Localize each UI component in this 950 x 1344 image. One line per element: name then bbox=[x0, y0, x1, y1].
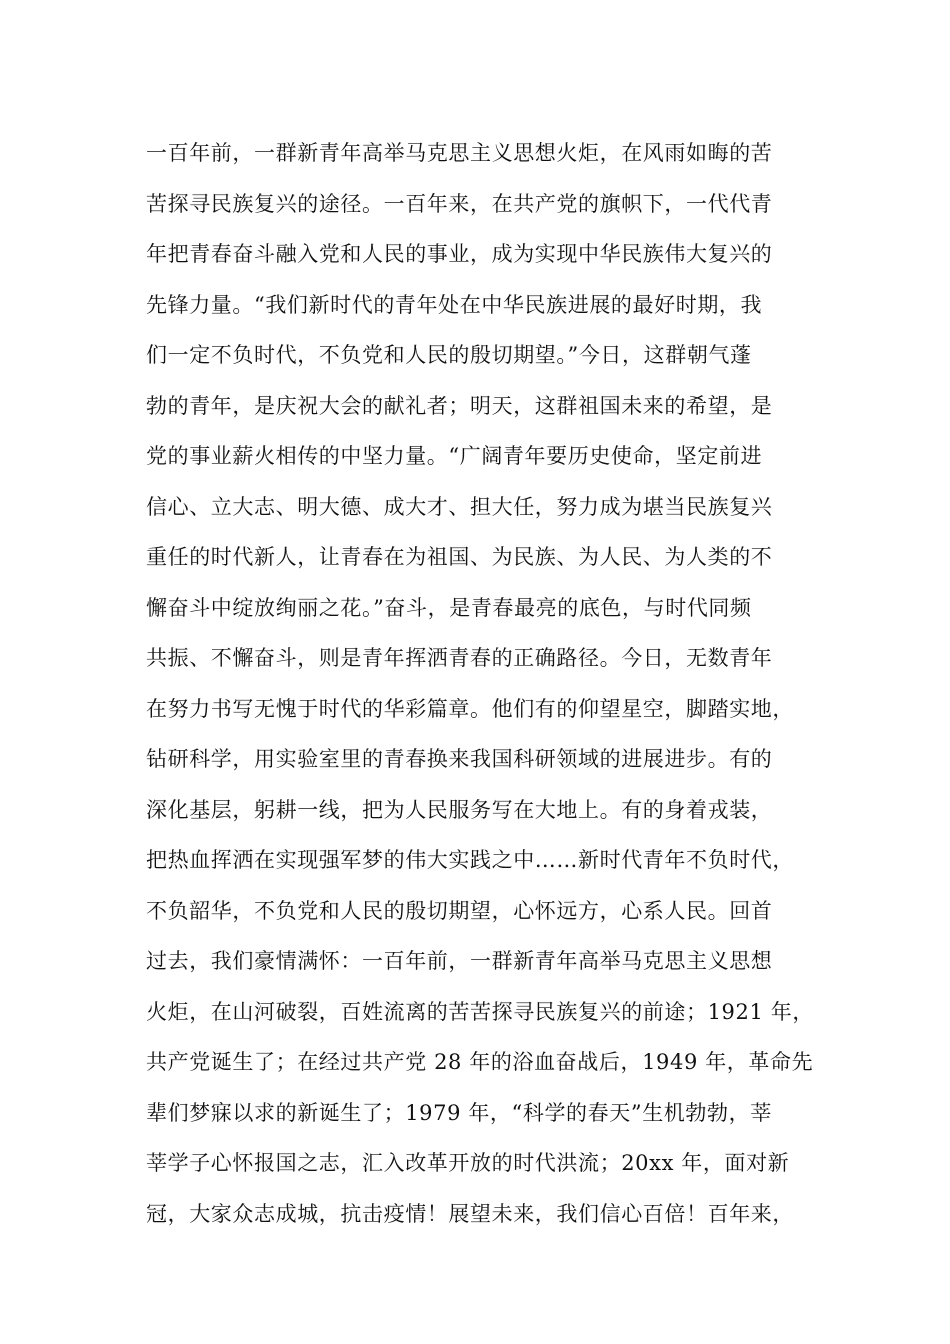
text-line: 们一定不负时代，不负党和人民的殷切期望。”今日，这群朝气蓬 bbox=[146, 343, 752, 367]
text-line: 火炬，在山河破裂，百姓流离的苦苦探寻民族复兴的前途；1921 年， bbox=[146, 999, 814, 1024]
text-line: 不负韶华，不负党和人民的殷切期望，心怀远方，心系人民。回首 bbox=[146, 898, 773, 923]
text-line: 过去，我们豪情满怀：一百年前，一群新青年高举马克思主义思想 bbox=[146, 949, 773, 973]
text-line: 共产党诞生了；在经过共产党 28 年的浴血奋战后，1949 年，革命先 bbox=[146, 1050, 814, 1074]
text-line: 年把青春奋斗融入党和人民的事业，成为实现中华民族伟大复兴的 bbox=[146, 242, 773, 266]
text-line: 苦探寻民族复兴的途径。一百年来，在共产党的旗帜下，一代代青 bbox=[146, 191, 773, 216]
text-line: 先锋力量。“我们新时代的青年处在中华民族进展的最好时期，我 bbox=[146, 292, 763, 317]
text-line: 勃的青年，是庆祝大会的献礼者；明天，这群祖国未来的希望，是 bbox=[146, 393, 773, 418]
text-line: 党的事业薪火相传的中坚力量。“广阔青年要历史使命，坚定前进 bbox=[146, 444, 763, 468]
text-line: 信心、立大志、明大德、成大才、担大任，努力成为堪当民族复兴 bbox=[146, 494, 773, 519]
text-line: 莘学子心怀报国之志，汇入改革开放的时代洪流；20xx 年，面对新 bbox=[146, 1151, 790, 1175]
text-line: 钻研科学，用实验室里的青春换来我国科研领域的进展进步。有的 bbox=[146, 747, 773, 771]
body-paragraph bbox=[146, 128, 836, 1239]
text-line: 把热血挥洒在实现强军梦的伟大实践之中……新时代青年不负时代， bbox=[146, 848, 794, 872]
text-line: 重任的时代新人，让青春在为祖国、为民族、为人民、为人类的不 bbox=[146, 545, 773, 569]
text-line: 一百年前，一群新青年高举马克思主义思想火炬，在风雨如晦的苦 bbox=[146, 141, 773, 165]
text-line: 辈们梦寐以求的新诞生了；1979 年，“科学的春天”生机勃勃，莘 bbox=[146, 1100, 772, 1125]
text-line: 冠，大家众志成城，抗击疫情！展望未来，我们信心百倍！百年来， bbox=[146, 1201, 794, 1226]
text-line: 在努力书写无愧于时代的华彩篇章。他们有的仰望星空，脚踏实地， bbox=[146, 696, 794, 721]
text-line: 深化基层，躬耕一线，把为人民服务写在大地上。有的身着戎装， bbox=[146, 797, 773, 822]
text-line: 懈奋斗中绽放绚丽之花。”奋斗，是青春最亮的底色，与时代同频 bbox=[146, 595, 752, 620]
text-line: 共振、不懈奋斗，则是青年挥洒青春的正确路径。今日，无数青年 bbox=[146, 646, 773, 670]
